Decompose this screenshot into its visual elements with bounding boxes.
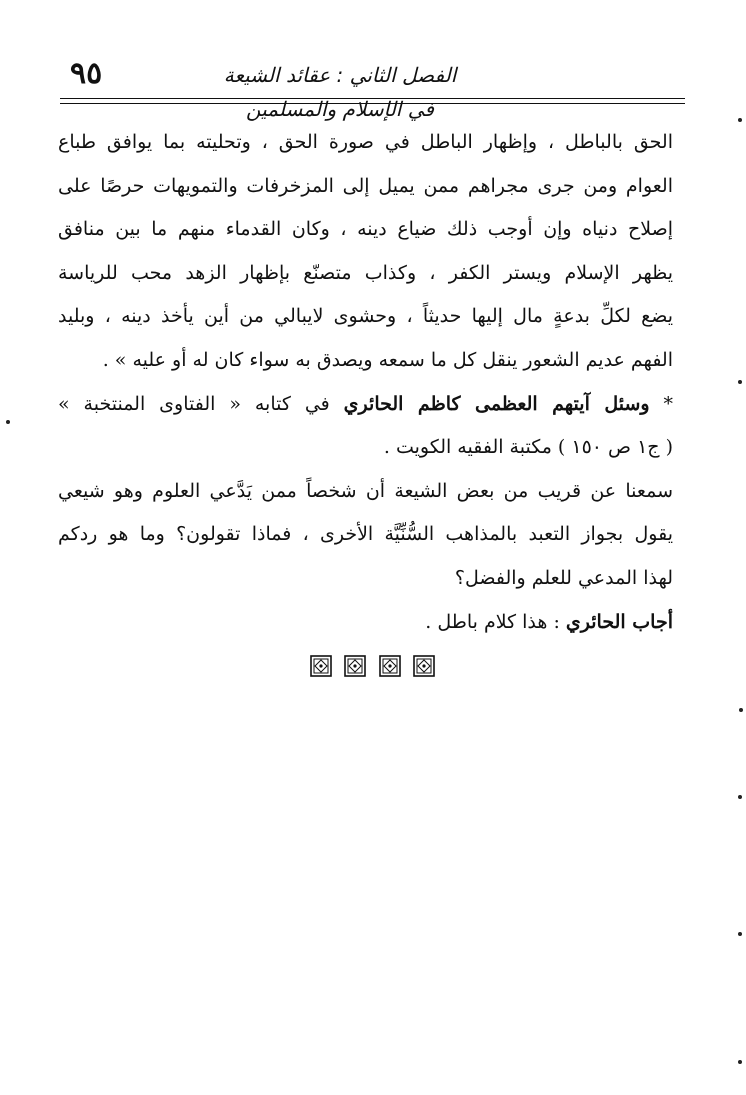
scan-speck (738, 118, 742, 122)
answer-text: : هذا كلام باطل . (425, 610, 560, 633)
page-header (60, 52, 685, 121)
square-ornament-icon (344, 655, 366, 677)
section-end-ornaments (310, 655, 435, 679)
answer-author: أجاب الحائري (565, 610, 673, 633)
scan-speck (738, 932, 742, 936)
citation-source: في كتابه « الفتاوى المنتخبة » (58, 392, 330, 415)
scan-speck (6, 420, 10, 424)
question-line: يقول بجواز التعبد بالمذاهب السُّنِّيَّة الأخرى ، فماذا تقولون؟ وما هو ردكم (58, 523, 673, 546)
text-line: إصلاح دنياه وإن أوجب ذلك ضياع دينه ، وكان القدماء منهم ما بين منافق (58, 218, 673, 241)
question-line: سمعنا عن قريب من بعض الشيعة أن شخصاً ممن يَدَّعي العلوم وهو شيعي (58, 479, 673, 502)
page-body (58, 121, 673, 644)
scan-speck (738, 795, 742, 799)
square-ornament-icon (413, 655, 435, 677)
text-line: الحق بالباطل ، وإظهار الباطل في صورة الحق ، وتحليته بما يوافق طباع (58, 131, 673, 153)
header-rule (60, 98, 685, 99)
text-line: يضع لكلِّ بدعةٍ مال إليها حديثاً ، وحشوى لايبالي من أين يأخذ دينه ، وبليد (58, 305, 673, 328)
page-number: ٩٥ (70, 56, 103, 91)
header-rule-double (60, 103, 685, 104)
running-title: الفصل الثاني : عقائد الشيعة في الإسلام والمسلمين (223, 63, 457, 121)
text-line: الفهم عديم الشعور ينقل كل ما سمعه ويصدق به سواء كان له أو عليه » . (102, 348, 673, 371)
answer-line (58, 601, 673, 645)
citation-star: * (663, 392, 673, 415)
scan-speck (739, 708, 743, 712)
text-line: العوام ومن جرى مجراهم ممن يميل إلى المزخرفات والتمويهات حرصًا على (58, 174, 673, 197)
square-ornament-icon (379, 655, 401, 677)
square-ornament-icon (310, 655, 332, 677)
question-line: لهذا المدعي للعلم والفضل؟ (454, 566, 673, 589)
scan-speck (738, 1060, 742, 1064)
citation-reference: ( ج١ ص ١٥٠ ) مكتبة الفقيه الكويت . (383, 436, 673, 459)
citation-author: وسئل آيتهم العظمى كاظم الحائري (343, 392, 650, 415)
text-line: يظهر الإسلام ويستر الكفر ، وكذاب متصنّع بإظهار الزهد محب للرياسة (58, 261, 673, 284)
citation-line (58, 383, 673, 427)
scan-speck (738, 380, 742, 384)
